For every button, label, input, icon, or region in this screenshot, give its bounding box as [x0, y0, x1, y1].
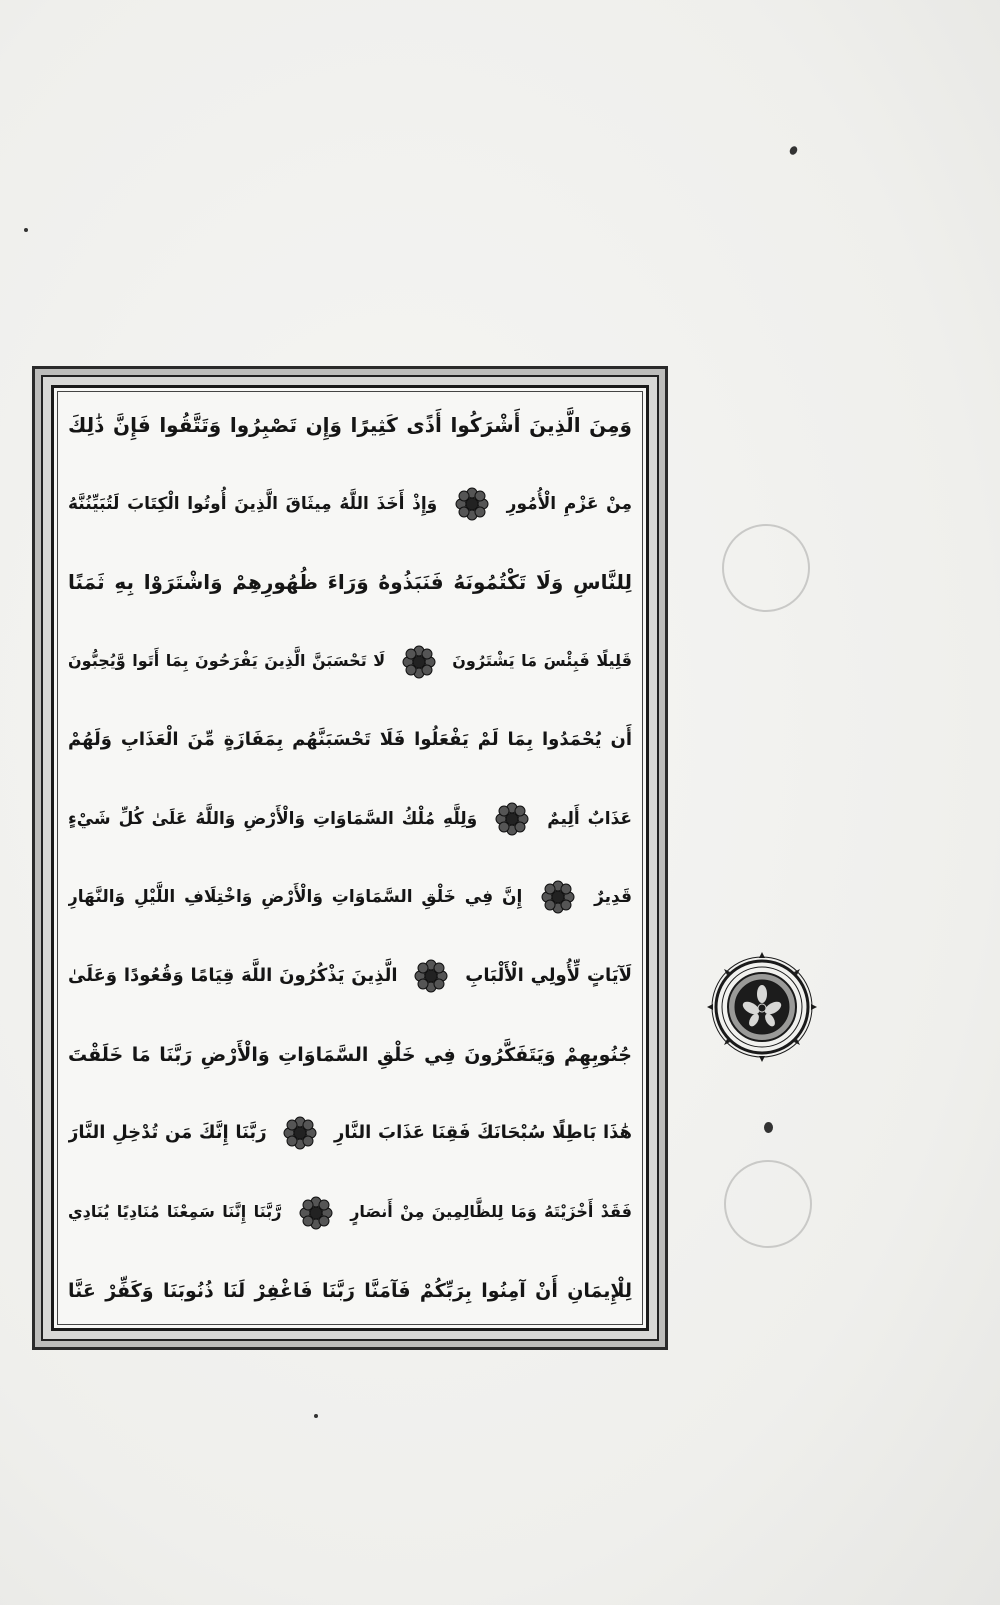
verse-rosette-icon — [495, 802, 529, 836]
paper-speck — [764, 1122, 773, 1133]
text-line-4 — [68, 632, 632, 690]
text-line-6 — [68, 790, 632, 848]
paper-speck — [24, 228, 28, 232]
line-text: لَآيَاتٍ لِّأُولِي الْأَلْبَابِ — [465, 965, 632, 987]
line-text: وَلِلَّهِ مُلْكُ السَّمَاوَاتِ وَالْأَرْضِ وَاللَّهُ عَلَىٰ كُلِّ شَيْءٍ — [68, 808, 478, 829]
text-line-12 — [68, 1262, 632, 1320]
line-text: وَإِذْ أَخَذَ اللَّهُ مِيثَاقَ الَّذِينَ أُوتُوا الْكِتَابَ لَتُبَيِّنُنَّهُ — [68, 493, 438, 514]
line-text: فَقَدْ أَخْزَيْتَهُ وَمَا لِلظَّالِمِينَ مِنْ أَنصَارٍ — [350, 1202, 632, 1222]
verse-rosette-icon — [541, 880, 575, 914]
line-text: لَا تَحْسَبَنَّ الَّذِينَ يَفْرَحُونَ بِمَا أَتَوا وَّيُحِبُّونَ — [68, 651, 386, 671]
text-panel — [51, 385, 649, 1331]
line-text: مِنْ عَزْمِ الْأُمُورِ — [506, 493, 632, 514]
text-line-2 — [68, 475, 632, 533]
line-text: الَّذِينَ يَذْكُرُونَ اللَّهَ قِيَامًا وَقُعُودًا وَعَلَىٰ — [68, 965, 398, 987]
line-text: قَدِيرٌ — [594, 887, 632, 908]
line-text: قَلِيلًا فَبِئْسَ مَا يَشْتَرُونَ — [452, 651, 632, 671]
paper-speck — [788, 145, 799, 156]
text-frame — [32, 366, 668, 1350]
verse-rosette-icon — [402, 645, 436, 679]
frame-gold-band — [41, 375, 659, 1341]
text-line-1 — [68, 396, 632, 454]
text-line-8 — [68, 947, 632, 1005]
text-block — [68, 396, 632, 1320]
line-text: رَّبَّنَا إِنَّنَا سَمِعْنَا مُنَادِيًا يُنَادِي — [68, 1202, 282, 1222]
line-text: هَٰذَا بَاطِلًا سُبْحَانَكَ فَقِنَا عَذَابَ النَّارِ — [333, 1122, 632, 1144]
text-line-10 — [68, 1104, 632, 1162]
paper-speck — [314, 1414, 318, 1418]
line-text: وَمِنَ الَّذِينَ أَشْرَكُوا أَذًى كَثِيرًا وَإِن تَصْبِرُوا وَتَتَّقُوا فَإِنَّ ذَٰلِكَ — [68, 413, 632, 437]
margin-circle-bottom — [724, 1160, 812, 1248]
margin-circle-top — [722, 524, 810, 612]
line-text: عَذَابٌ أَلِيمٌ — [547, 808, 632, 829]
verse-rosette-icon — [299, 1196, 333, 1230]
line-text: رَبَّنَا إِنَّكَ مَن تُدْخِلِ النَّارَ — [68, 1122, 267, 1144]
line-text: لِلْإِيمَانِ أَنْ آمِنُوا بِرَبِّكُمْ فَآمَنَّا رَبَّنَا فَاغْفِرْ لَنَا ذُنُوبَنَا وَكَفِّرْ عَنَّا — [68, 1279, 632, 1302]
verse-rosette-icon — [455, 487, 489, 521]
text-line-9 — [68, 1026, 632, 1084]
text-line-7 — [68, 868, 632, 926]
line-text: أَن يُحْمَدُوا بِمَا لَمْ يَفْعَلُوا فَلَا تَحْسَبَنَّهُم بِمَفَازَةٍ مِّنَ الْعَذَابِ وَلَهُمْ — [68, 728, 632, 750]
verse-rosette-icon — [283, 1116, 317, 1150]
line-text: جُنُوبِهِمْ وَيَتَفَكَّرُونَ فِي خَلْقِ السَّمَاوَاتِ وَالْأَرْضِ رَبَّنَا مَا خَلَقْتَ — [68, 1043, 632, 1066]
text-line-3 — [68, 553, 632, 611]
margin-medallion — [707, 952, 817, 1062]
verse-rosette-icon — [414, 959, 448, 993]
line-text: لِلنَّاسِ وَلَا تَكْتُمُونَهُ فَنَبَذُوهُ وَرَاءَ ظُهُورِهِمْ وَاشْتَرَوْا بِهِ ثَمَنًا — [68, 570, 632, 595]
text-line-11 — [68, 1183, 632, 1241]
text-line-5 — [68, 711, 632, 769]
line-text: إِنَّ فِي خَلْقِ السَّمَاوَاتِ وَالْأَرْضِ وَاخْتِلَافِ اللَّيْلِ وَالنَّهَارِ — [68, 887, 523, 908]
